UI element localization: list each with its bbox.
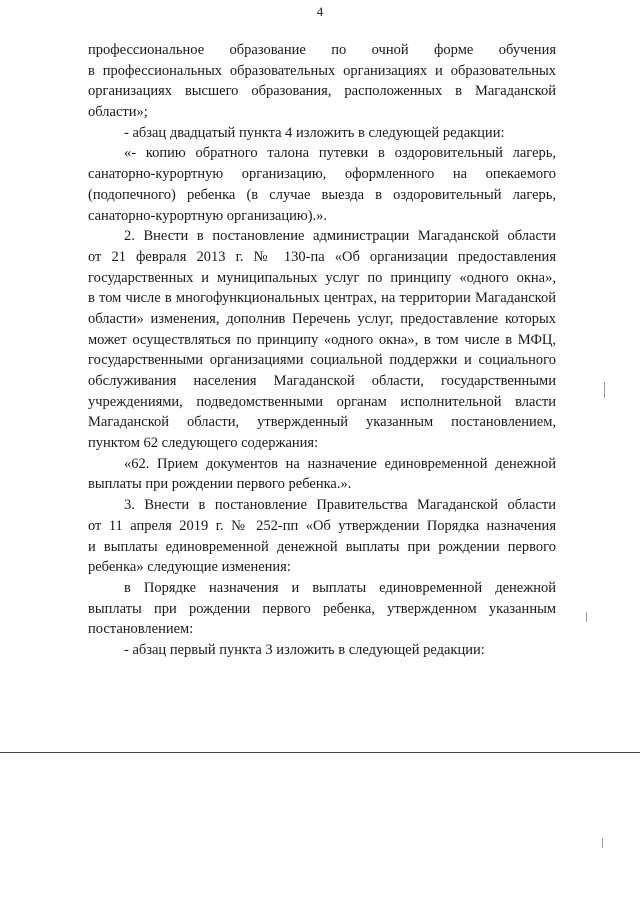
text-line: государственных и муниципальных услуг по принципу «одного окна», (88, 269, 556, 286)
text-line: от 21 февраля 2013 г. № 130-па «Об организации предоставления (88, 248, 556, 265)
text-line: 3. Внести в постановление Правительства Магаданской области (124, 497, 556, 514)
text-line: Магаданской области, утвержденный указанным постановлением, (88, 414, 556, 431)
text-line: может осуществляться по принципу «одного окна», в том числе в МФЦ, (88, 331, 556, 348)
scan-mark (604, 382, 605, 398)
page-bottom-rule (0, 752, 640, 753)
text-line: государственными организациями социальной поддержки и социального (88, 352, 556, 369)
text-line: обслуживания населения Магаданской области, государственными (88, 373, 556, 389)
text-line: в профессиональных образовательных организациях и образовательных (88, 62, 556, 79)
document-body (88, 40, 556, 661)
scan-mark (602, 838, 603, 848)
text-line: санаторно-курортную организацию, оформленного на опекаемого (88, 166, 556, 183)
text-line: «- копию обратного талона путевки в оздоровительный лагерь, (124, 145, 556, 162)
text-line: выплаты при рождении первого ребенка, утвержденном указанным (88, 600, 556, 617)
text-line: учреждениями, подведомственными органам исполнительной власти (88, 393, 556, 410)
scan-mark (586, 612, 587, 622)
page-number: 4 (316, 4, 324, 19)
text-line: санаторно-курортную организацию).». (88, 207, 328, 224)
text-line: в том числе в многофункциональных центрах, на территории Магаданской (88, 290, 556, 307)
text-line: «62. Прием документов на назначение единовременной денежной (124, 455, 556, 472)
text-line: - абзац первый пункта 3 изложить в следующей редакции: (124, 641, 485, 658)
text-line: (подопечного) ребенка (в случае выезда в оздоровительный лагерь, (88, 186, 556, 203)
text-line: организациях высшего образования, расположенных в Магаданской (88, 83, 556, 100)
text-line: и выплаты единовременной денежной выплаты при рождении первого (88, 538, 556, 555)
text-line: 2. Внести в постановление администрации Магаданской области (124, 228, 556, 245)
text-line: в Порядке назначения и выплаты единовременной денежной (124, 579, 556, 596)
text-line: ребенка» следующие изменения: (88, 559, 291, 576)
text-line: выплаты при рождении первого ребенка.». (88, 476, 352, 493)
text-line: области» изменения, дополнив Перечень услуг, предоставление которых (88, 310, 556, 327)
text-line: пунктом 62 следующего содержания: (88, 435, 319, 452)
text-line: области»; (88, 104, 148, 121)
text-line: постановлением: (88, 621, 194, 638)
text-line: от 11 апреля 2019 г. № 252-пп «Об утверждении Порядка назначения (88, 517, 556, 534)
text-line: - абзац двадцатый пункта 4 изложить в следующей редакции: (124, 124, 505, 141)
text-line: профессиональное образование по очной форме обучения (88, 42, 556, 58)
